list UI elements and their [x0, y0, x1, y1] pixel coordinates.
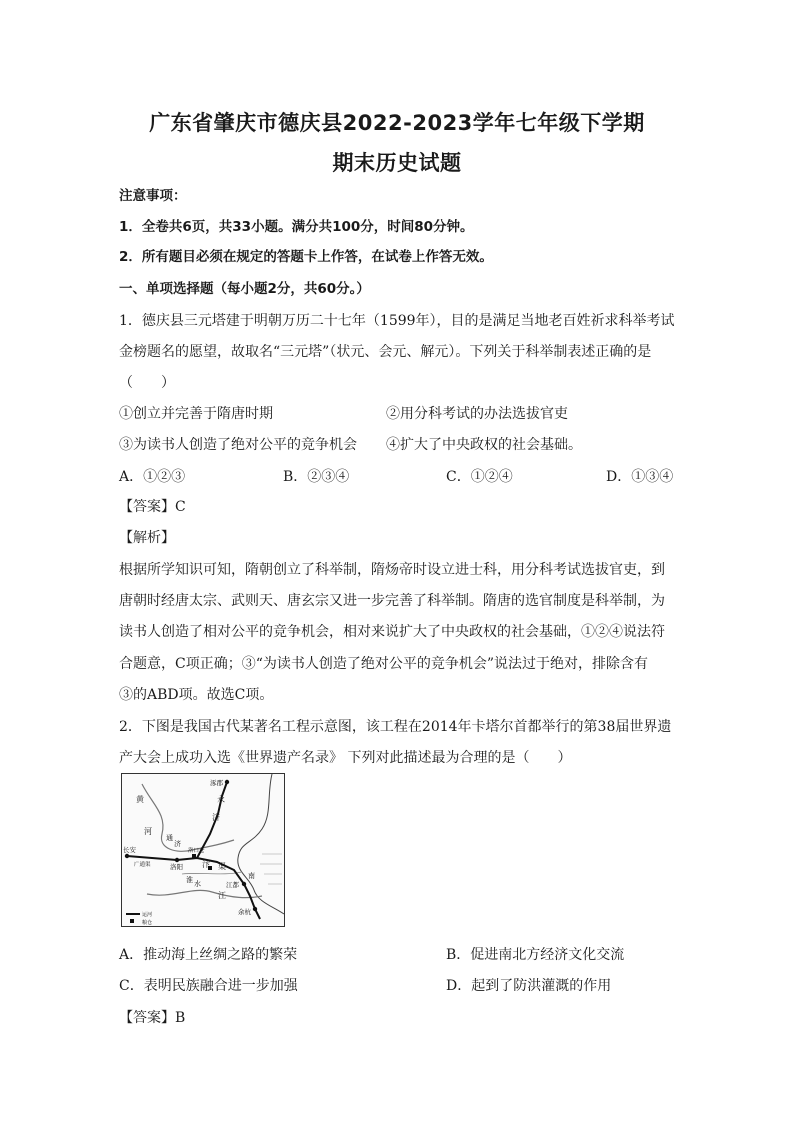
city-changan-dot [125, 854, 129, 858]
q1-item-1: ①创立并完善于隋唐时期 [119, 406, 273, 422]
legend-granary-marker [130, 919, 134, 923]
q1-item-3: ③为读书人创造了绝对公平的竞争机会 [119, 437, 357, 453]
map-label-yuhang: 余杭 [238, 908, 251, 916]
q1-item-4: ④扩大了中央政权的社会基础。 [386, 437, 582, 453]
q1-item-2: ②用分科考试的办法选拔官吏 [386, 406, 568, 422]
title-line-1: 广东省肇庆市德庆县2022-2023学年七年级下学期 [149, 111, 645, 135]
huai-river [182, 872, 242, 874]
map-label-jiqu: 济 [174, 840, 181, 848]
section-1-heading: 一、单项选择题（每小题2分，共60分。） [119, 281, 370, 297]
map-label-bian: 汴 [202, 860, 210, 869]
q1-answer: 【答案】C [119, 499, 186, 515]
coastline [238, 774, 284, 914]
q2-option-b: B．促进南北方经济文化交流 [446, 947, 625, 963]
q2-stem-line-2: 产大会上成功入选《世界遗产名录》 下列对此描述最为合理的是（ ） [119, 750, 572, 766]
map-label-zhuojun: 涿郡 [210, 779, 223, 787]
q1-analysis-line-4: 合题意，C项正确；③“为读书人创造了绝对公平的竞争机会”说法过于绝对，排除含有 [119, 656, 649, 672]
granary-marker [192, 854, 196, 858]
notes-item-1: 1．全卷共6页，共33小题。满分共100分，时间80分钟。 [119, 219, 474, 235]
map-label-luoyang: 洛阳 [170, 863, 183, 871]
grand-canal-map [121, 773, 285, 927]
notes-heading: 注意事项： [119, 188, 187, 204]
title-line-2: 期末历史试题 [332, 151, 462, 175]
q2-option-a: A．推动海上丝绸之路的繁荣 [119, 947, 298, 963]
q2-answer: 【答案】B [119, 1010, 186, 1026]
map-label-he: 河 [144, 827, 152, 836]
q1-analysis-line-3: 读书人创造了相对公平的竞争机会，相对来说扩大了中央政权的社会基础，①②④说法符 [119, 624, 665, 640]
map-label-ji: 济 [212, 813, 220, 822]
notes-item-2: 2．所有题目必须在规定的答题卡上作答，在试卷上作答无效。 [119, 249, 493, 265]
q2-option-d: D．起到了防洪灌溉的作用 [446, 978, 612, 994]
q1-option-a: A．①②③ [119, 469, 186, 485]
q1-stem-line-1: 1．德庆县三元塔建于明朝万历二十七年（1599年），目的是满足当地老百姓祈求科举考试 [119, 313, 675, 329]
grand-canal-map-drawing [122, 774, 284, 926]
map-label-tong: 通 [166, 834, 173, 842]
q1-option-d: D．①③④ [606, 469, 674, 485]
map-legend-granary: 粮仓 [142, 920, 153, 926]
map-label-huai: 淮 [186, 876, 193, 884]
map-label-changan: 长安 [123, 846, 136, 854]
q1-stem-line-2: 金榜题名的愿望，故取名“三元塔”（状元、会元、解元）。下列关于科举制表述正确的是 [119, 344, 652, 360]
q1-option-b: B．②③④ [283, 469, 350, 485]
q1-analysis-line-2: 唐朝时经唐太宗、武则天、唐玄宗又进一步完善了科举制。隋唐的选官制度是科举制，为 [119, 593, 665, 609]
map-label-yong: 永 [217, 795, 225, 804]
map-label-luokou: 洛口仓 [188, 848, 205, 854]
yangtze-river [147, 890, 262, 897]
q1-analysis-line-1: 根据所学知识可知，隋朝创立了科举制，隋炀帝时设立进士科，用分科考试选拔官吏，到 [119, 562, 665, 578]
map-label-nan: 南 [248, 872, 255, 880]
map-label-jiangdu: 江都 [226, 881, 239, 889]
city-jiangdu-dot [242, 882, 246, 886]
map-label-huang: 黄 [136, 795, 144, 804]
map-label-jiang: 江 [218, 891, 226, 900]
q1-analysis-heading: 【解析】 [119, 530, 175, 546]
city-yuhang-dot [253, 907, 257, 911]
q1-stem-line-3: （ ） [119, 375, 175, 391]
q2-option-c: C．表明民族融合进一步加强 [119, 978, 298, 994]
q1-analysis-line-5: ③的ABD项。故选C项。 [119, 687, 274, 703]
map-label-guangtong: 广通渠 [134, 862, 151, 868]
sea-hatching [260, 854, 282, 884]
city-zhuojun-dot [225, 780, 229, 784]
q2-stem-line-1: 2．下图是我国古代某著名工程示意图，该工程在2014年卡塔尔首都举行的第38届世界遗 [119, 719, 672, 735]
map-label-shui: 水 [194, 880, 201, 888]
map-legend-canal: 运河 [142, 912, 153, 918]
q1-option-c: C．①②④ [446, 469, 513, 485]
city-luoyang-dot [175, 858, 179, 862]
map-label-qu: 渠 [218, 862, 226, 871]
